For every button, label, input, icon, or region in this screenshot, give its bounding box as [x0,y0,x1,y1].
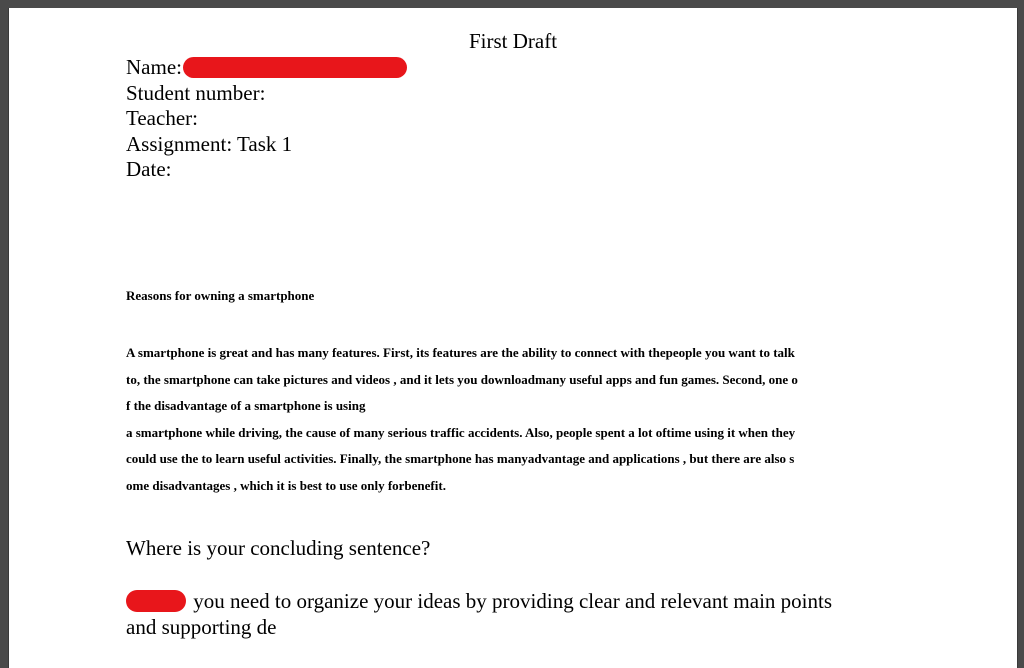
assignment-label: Assignment: Task 1 [126,131,293,156]
essay-line: could use the to learn useful activities. Finally, the smartphone has manyadvantage and applications , but there are also s [126,451,795,467]
feedback-line-1 [126,588,906,614]
document-title: First Draft [468,29,558,53]
essay-line: a smartphone while driving, the cause of many serious traffic accidents. Also, people spent a lot oftime using it when they [126,424,796,440]
teacher-label: Teacher: [126,106,198,131]
name-redaction [183,57,407,78]
essay-line: A smartphone is great and has many features. First, its features are the ability to connect with thepeople you want to talk [126,345,795,360]
date-label: Date: [126,157,172,182]
essay-heading: Reasons for owning a smartphone [126,288,315,303]
feedback-line-2: and supporting de [126,615,277,639]
feedback-redaction [126,590,186,612]
teacher-comment-question: Where is your concluding sentence? [126,536,431,560]
feedback-text-1: you need to organize your ideas by providing clear and relevant main points [193,589,833,613]
name-line [126,55,407,81]
student-number-label: Student number: [126,80,266,105]
name-label: Name: [126,55,182,79]
essay-line: to, the smartphone can take pictures and videos , and it lets you downloadmany useful apps and fun games. Second, one o [126,371,798,387]
essay-line: ome disadvantages , which it is best to use only forbenefit. [126,477,446,493]
essay-line: f the disadvantage of a smartphone is using [126,398,366,414]
student-info-block [126,55,407,183]
essay-paragraph [126,340,900,500]
teacher-feedback [126,588,906,640]
document-page [8,8,1018,668]
